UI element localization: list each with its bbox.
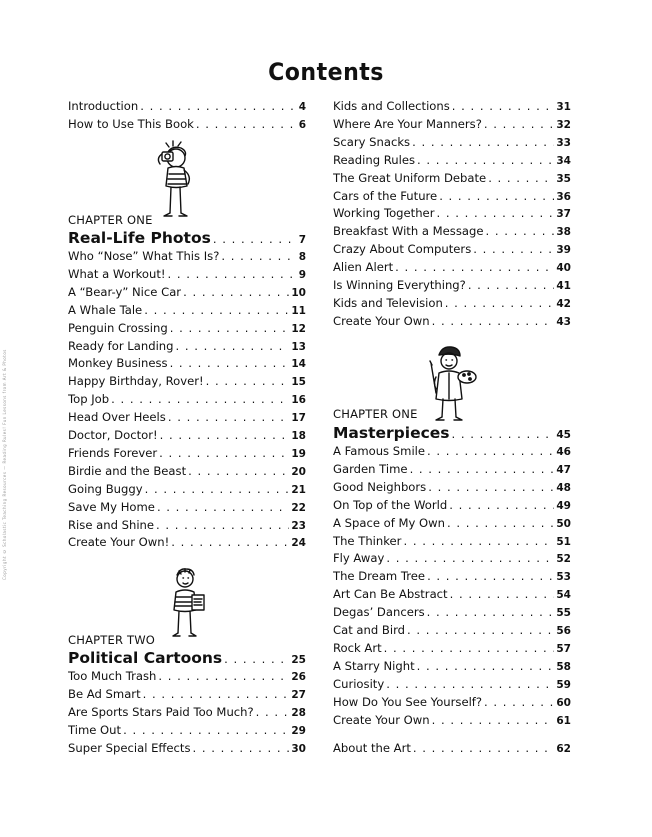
toc-entry[interactable] <box>68 705 306 719</box>
chapter-label: CHAPTER TWO <box>68 633 156 647</box>
entry-page: 21 <box>291 483 306 496</box>
entry-title: Reading Rules <box>333 152 416 167</box>
entry-page: 49 <box>556 499 571 512</box>
chapter-page: 45 <box>556 429 571 441</box>
entry-page: 35 <box>556 172 571 185</box>
entry-title: Be Ad Smart <box>68 686 141 701</box>
toc-entry[interactable] <box>333 171 571 185</box>
entry-page: 32 <box>556 118 571 131</box>
entry-page: 43 <box>556 315 571 328</box>
entry-page: 58 <box>556 660 571 673</box>
entry-page: 38 <box>556 226 571 239</box>
toc-entry[interactable] <box>333 623 571 637</box>
entry-title: Kids and Collections <box>333 99 450 113</box>
entry-title: Cars of the Future <box>333 188 438 203</box>
toc-entry[interactable] <box>333 242 571 256</box>
entry-title: Create Your Own <box>333 313 430 328</box>
toc-entry[interactable] <box>333 605 571 619</box>
toc-entry[interactable] <box>333 314 571 328</box>
entry-title: Doctor, Doctor! <box>68 428 158 442</box>
toc-entry[interactable] <box>333 462 571 476</box>
toc-entry[interactable] <box>68 374 306 388</box>
entry-title: Head Over Heels <box>68 410 166 425</box>
entry-page: 8 <box>298 251 306 263</box>
entry-page: 30 <box>291 742 306 755</box>
toc-entry[interactable] <box>68 518 306 532</box>
entry-title: Alien Alert <box>333 260 394 275</box>
toc-entry[interactable] <box>68 482 306 496</box>
entry-title: Are Sports Stars Paid Too Much? <box>68 704 254 719</box>
chapter-label: CHAPTER ONE <box>68 213 153 227</box>
entry-page: 53 <box>556 571 571 584</box>
chapter-heading[interactable] <box>68 649 306 667</box>
entry-page: 57 <box>556 642 571 655</box>
toc-entry[interactable] <box>333 713 571 727</box>
entry-title: Top Job <box>68 392 110 407</box>
entry-page: 54 <box>556 589 571 602</box>
entry-title: Art Can Be Abstract <box>333 587 448 602</box>
toc-entry[interactable] <box>333 659 571 673</box>
entry-title: A Space of My Own <box>333 515 445 530</box>
toc-entry[interactable] <box>333 260 571 274</box>
toc-entry[interactable] <box>333 296 571 310</box>
entry-title: A “Bear-y” Nice Car <box>68 284 182 299</box>
toc-entry[interactable] <box>333 206 571 220</box>
entry-title: Good Neighbors <box>333 479 427 494</box>
entry-title: Curiosity <box>333 676 385 691</box>
entry-page: 10 <box>291 286 306 299</box>
entry-page: 39 <box>556 244 571 257</box>
entry-title: Ready for Landing <box>68 338 174 353</box>
entry-page: 12 <box>291 322 306 335</box>
toc-entry[interactable] <box>333 444 571 458</box>
toc-entry[interactable] <box>333 480 571 494</box>
entry-title: Cat and Bird <box>333 623 406 637</box>
entry-title: Kids and Television <box>333 295 443 310</box>
entry-page: 11 <box>291 304 306 317</box>
entry-page: 46 <box>556 446 571 458</box>
boy-with-camera-illustration <box>150 138 200 230</box>
entry-title: Create Your Own! <box>68 535 170 550</box>
toc-entry[interactable] <box>68 687 306 701</box>
entry-page: 17 <box>291 412 306 425</box>
entry-page: 50 <box>556 517 571 530</box>
toc-entry[interactable] <box>68 741 306 755</box>
toc-entry[interactable] <box>333 569 571 583</box>
entry-page: 42 <box>556 297 571 310</box>
toc-entry[interactable] <box>333 224 571 238</box>
entry-title: How Do You See Yourself? <box>333 694 483 709</box>
entry-title: Working Together <box>333 206 435 221</box>
entry-page: 19 <box>291 447 306 460</box>
entry-title: Garden Time <box>333 461 408 476</box>
entry-title: Degas’ Dancers <box>333 605 425 620</box>
entry-title: Save My Home <box>68 499 155 514</box>
toc-entry[interactable] <box>68 464 306 478</box>
entry-page: 40 <box>556 262 571 275</box>
entry-title: A Starry Night <box>333 658 415 673</box>
entry-page: 20 <box>291 465 306 478</box>
chapter-title: Real-Life Photos <box>68 229 211 247</box>
entry-title: Where Are Your Manners? <box>333 116 482 131</box>
entry-page: 24 <box>291 537 306 550</box>
toc-entry[interactable] <box>68 723 306 737</box>
toc-entry[interactable] <box>68 410 306 424</box>
entry-page: 22 <box>291 501 306 514</box>
toc-entry[interactable] <box>68 500 306 514</box>
entry-title: What a Workout! <box>68 266 166 281</box>
toc-entry[interactable] <box>333 551 571 565</box>
entry-page: 62 <box>556 743 571 755</box>
entry-page: 28 <box>291 706 306 719</box>
toc-entry[interactable] <box>68 535 306 549</box>
entry-page: 47 <box>556 463 571 476</box>
entry-page: 14 <box>291 358 306 371</box>
toc-entry[interactable] <box>68 392 306 406</box>
toc-entry[interactable] <box>333 99 571 113</box>
entry-page: 16 <box>291 394 306 407</box>
entry-page: 26 <box>291 671 306 683</box>
entry-page: 61 <box>556 714 571 727</box>
entry-title: Time Out <box>68 722 122 737</box>
toc-entry[interactable] <box>68 249 306 263</box>
entry-title: The Great Uniform Debate <box>333 170 487 185</box>
entry-page: 37 <box>556 208 571 221</box>
entry-title: About the Art <box>333 741 411 755</box>
entry-page: 4 <box>298 101 306 113</box>
page-title: Contents <box>268 58 384 86</box>
chapter-label: CHAPTER ONE <box>333 407 418 421</box>
entry-title: Rock Art <box>333 640 382 655</box>
entry-title: The Thinker <box>333 533 402 548</box>
entry-page: 60 <box>556 696 571 709</box>
entry-page: 29 <box>291 724 306 737</box>
entry-page: 27 <box>291 688 306 701</box>
toc-entry[interactable] <box>333 516 571 530</box>
entry-page: 59 <box>556 678 571 691</box>
entry-page: 13 <box>291 340 306 353</box>
toc-entry[interactable] <box>68 285 306 299</box>
entry-title: Introduction <box>68 99 139 113</box>
chapter-title: Masterpieces <box>333 424 450 442</box>
toc-entry[interactable] <box>333 695 571 709</box>
painter-illustration <box>425 343 477 425</box>
chapter-title: Political Cartoons <box>68 649 223 667</box>
toc-entry[interactable] <box>333 498 571 512</box>
toc-entry[interactable] <box>333 587 571 601</box>
entry-title: Fly Away <box>333 551 385 566</box>
entry-title: Penguin Crossing <box>68 320 168 335</box>
boy-with-paper-illustration <box>163 566 209 646</box>
toc-entry[interactable] <box>333 677 571 691</box>
entry-title: A Famous Smile <box>333 444 426 458</box>
entry-title: Going Buggy <box>68 481 143 496</box>
toc-entry[interactable] <box>333 135 571 149</box>
entry-title: How to Use This Book <box>68 117 194 131</box>
entry-title: Too Much Trash <box>68 669 157 683</box>
toc-entry[interactable] <box>68 99 306 113</box>
entry-title: The Dream Tree <box>333 569 426 584</box>
entry-title: Who “Nose” What This Is? <box>68 249 220 263</box>
entry-title: Crazy About Computers <box>333 242 472 257</box>
entry-title: Birdie and the Beast <box>68 463 187 478</box>
entry-title: Is Winning Everything? <box>333 278 466 292</box>
entry-title: Monkey Business <box>68 356 168 371</box>
entry-page: 34 <box>556 154 571 167</box>
toc-entry[interactable] <box>68 117 306 131</box>
toc-entry[interactable] <box>68 303 306 317</box>
entry-page: 23 <box>291 519 306 532</box>
entry-page: 52 <box>556 553 571 566</box>
chapter-page: 25 <box>291 654 306 666</box>
chapter-heading[interactable] <box>68 229 306 247</box>
toc-entry[interactable] <box>333 189 571 203</box>
toc-entry[interactable] <box>68 356 306 370</box>
entry-title: On Top of the World <box>333 497 448 512</box>
entry-title: Super Special Effects <box>68 740 191 755</box>
entry-title: Create Your Own <box>333 712 430 727</box>
toc-entry[interactable] <box>333 741 571 755</box>
entry-title: Happy Birthday, Rover! <box>68 374 204 389</box>
entry-title: Breakfast With a Message <box>333 224 484 239</box>
toc-entry[interactable] <box>68 446 306 460</box>
entry-page: 41 <box>556 280 571 292</box>
toc-entry[interactable] <box>333 278 571 292</box>
entry-page: 9 <box>298 268 306 281</box>
toc-entry[interactable] <box>333 153 571 167</box>
entry-page: 33 <box>556 136 571 149</box>
toc-entry[interactable] <box>68 321 306 335</box>
entry-page: 6 <box>298 119 306 131</box>
toc-entry[interactable] <box>333 117 571 131</box>
entry-page: 51 <box>556 535 571 548</box>
toc-entry[interactable] <box>68 428 306 442</box>
toc-entry[interactable] <box>333 641 571 655</box>
toc-entry[interactable] <box>68 267 306 281</box>
entry-page: 15 <box>291 376 306 389</box>
entry-page: 48 <box>556 481 571 494</box>
entry-page: 31 <box>556 101 571 113</box>
toc-entry[interactable] <box>68 339 306 353</box>
entry-title: Scary Snacks <box>333 134 411 149</box>
chapter-heading[interactable] <box>333 424 571 442</box>
toc-entry[interactable] <box>333 534 571 548</box>
entry-page: 55 <box>556 607 571 620</box>
entry-page: 18 <box>291 430 306 442</box>
entry-title: Friends Forever <box>68 445 158 460</box>
entry-title: A Whale Tale <box>68 302 143 317</box>
entry-page: 56 <box>556 625 571 637</box>
margin-note: Copyright © Scholastic Teaching Resources — Reading Rules! Fun Lessons from Art & Photos <box>2 349 7 580</box>
toc-entry[interactable] <box>68 669 306 683</box>
entry-title: Rise and Shine <box>68 517 155 532</box>
chapter-page: 7 <box>298 234 306 246</box>
entry-page: 36 <box>556 190 571 203</box>
